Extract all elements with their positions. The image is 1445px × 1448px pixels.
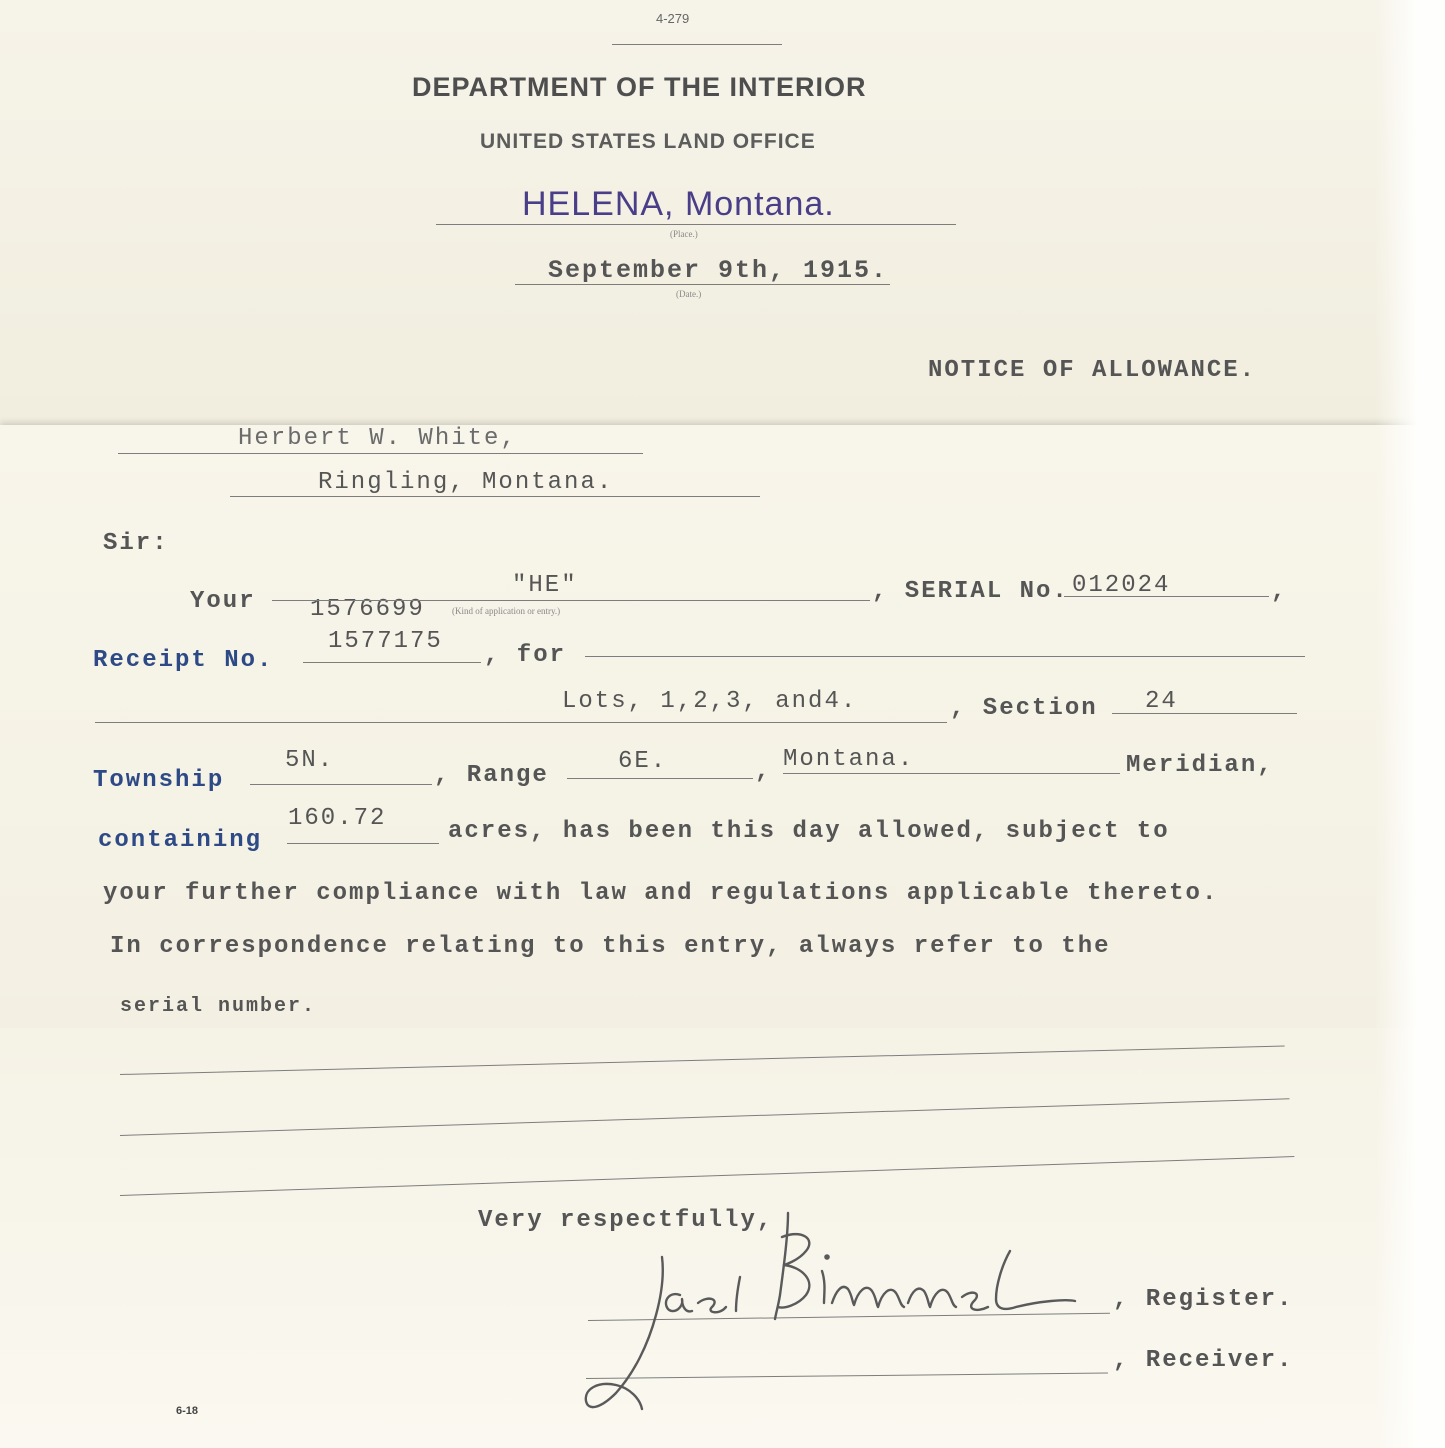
page-edge	[1375, 0, 1445, 1448]
range-line	[567, 778, 753, 779]
salutation: Sir:	[103, 530, 169, 557]
application-number: 1576699	[310, 596, 425, 623]
range-label: , Range	[434, 762, 549, 789]
for-line	[585, 656, 1305, 657]
meridian-line	[783, 773, 1120, 774]
place-line	[436, 224, 956, 225]
office-title: UNITED STATES LAND OFFICE	[480, 130, 816, 153]
receipt-line	[303, 662, 481, 663]
date-caption: (Date.)	[676, 289, 702, 299]
for-label: , for	[484, 642, 567, 669]
footer-mark: 6-18	[176, 1405, 199, 1417]
range-value: 6E.	[618, 748, 668, 775]
signature	[570, 1195, 1080, 1425]
township-line	[250, 784, 432, 785]
entry-line	[272, 600, 870, 601]
section-line	[1112, 713, 1297, 714]
place: HELENA, Montana.	[522, 185, 835, 223]
addressee-name-line	[118, 453, 643, 454]
form-number: 4-279	[656, 11, 690, 26]
receipt-number: 1577175	[328, 628, 443, 655]
body-line-4: serial number.	[120, 995, 317, 1018]
notice-title: NOTICE OF ALLOWANCE.	[928, 357, 1257, 384]
section-number: 24	[1145, 688, 1178, 715]
entry-kind: "HE"	[512, 572, 578, 599]
lots: Lots, 1,2,3, and4.	[562, 688, 858, 715]
valediction: Very respectfully,	[478, 1207, 774, 1234]
meridian-label: Meridian,	[1126, 752, 1274, 779]
register-label: , Register.	[1113, 1286, 1294, 1313]
acres-value: 160.72	[288, 805, 387, 832]
addressee-address-line	[230, 496, 760, 497]
entry-kind-caption: (Kind of application or entry.)	[452, 606, 561, 616]
addressee-name: Herbert W. White,	[238, 425, 517, 452]
township-value: 5N.	[285, 747, 335, 774]
body-line-2: your further compliance with law and regulations applicable thereto.	[103, 880, 1219, 907]
serial-label: , SERIAL No.	[872, 578, 1069, 605]
receipt-label: Receipt No.	[93, 647, 274, 674]
serial-comma: ,	[1271, 578, 1288, 605]
township-label: Township	[93, 767, 225, 794]
containing-label: containing	[98, 827, 263, 854]
addressee-address: Ringling, Montana.	[318, 469, 614, 496]
serial-line	[1064, 596, 1269, 597]
body-line-1: acres, has been this day allowed, subject to	[448, 818, 1170, 845]
department-title: DEPARTMENT OF THE INTERIOR	[412, 72, 867, 102]
date-line	[515, 284, 890, 285]
form-number-rule	[612, 44, 782, 45]
your-label: Your	[190, 588, 256, 615]
serial-number: 012024	[1072, 572, 1171, 599]
meridian-name: Montana.	[783, 746, 915, 773]
body-line-3: In correspondence relating to this entry, always refer to the	[110, 933, 1111, 960]
lots-line	[95, 722, 947, 723]
date: September 9th, 1915.	[548, 256, 889, 285]
section-label: , Section	[950, 695, 1098, 722]
range-comma: ,	[755, 758, 772, 785]
place-caption: (Place.)	[670, 229, 698, 239]
receiver-label: , Receiver.	[1113, 1347, 1294, 1374]
acres-line	[287, 843, 439, 844]
